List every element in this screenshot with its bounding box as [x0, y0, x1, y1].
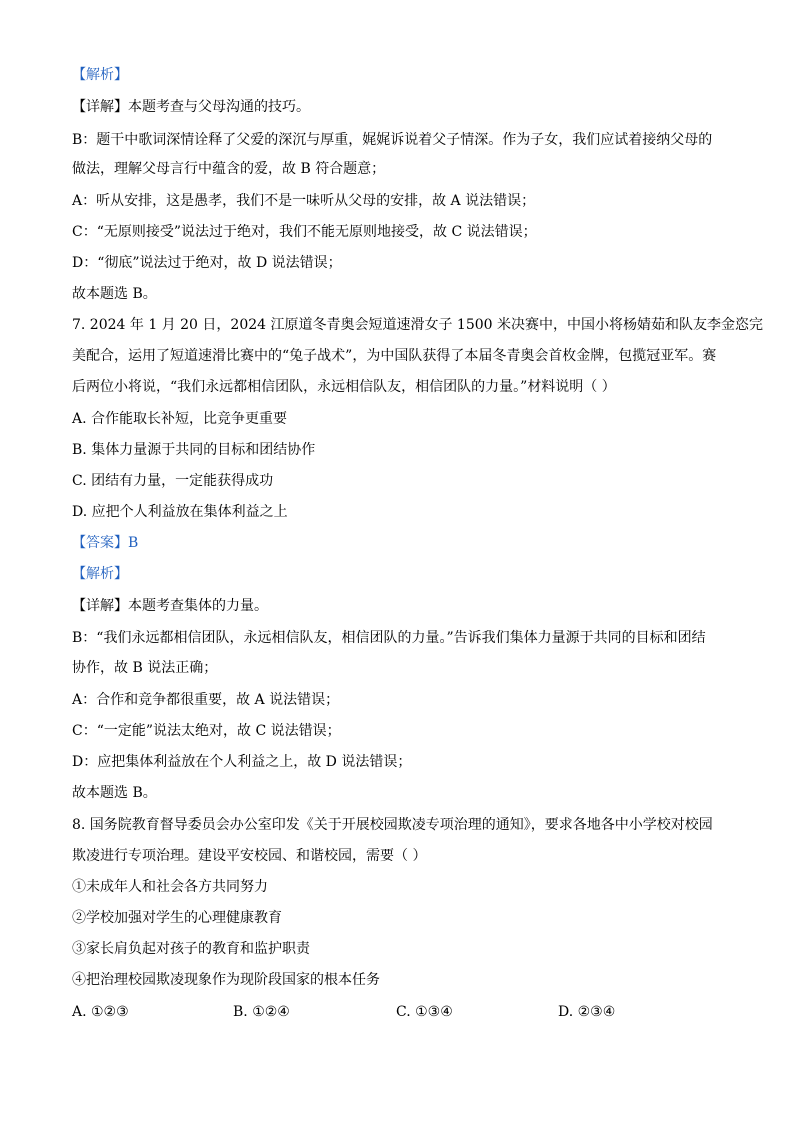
q7-option-c-explanation: C：“一定能”说法太绝对，故 C 说法错误；	[72, 723, 341, 739]
q7-option-a: A. 合作能取长补短，比竞争更重要	[72, 411, 288, 427]
q6-detail-heading: 【详解】本题考查与父母沟通的技巧。	[72, 99, 310, 115]
q7-option-b-explanation: B：“我们永远都相信团队，永远相信队友，相信团队的力量。”告诉我们集体力量源于共同的目标和团结	[72, 630, 706, 646]
q7-detail-heading: 【详解】本题考查集体的力量。	[72, 598, 268, 614]
q7-option-d: D. 应把个人利益放在集体利益之上	[72, 504, 288, 520]
q7-stem-cont-2: 后两位小将说，“我们永远都相信团队，永远相信队友，相信团队的力量。”材料说明（ ）	[72, 379, 616, 395]
q6-conclusion: 故本题选 B。	[72, 286, 157, 302]
q7-stem-cont: 美配合，运用了短道速滑比赛中的“兔子战术”，为中国队获得了本届冬青奥会首枚金牌，包揽冠亚军。赛	[72, 348, 717, 364]
q7-option-b: B. 集体力量源于共同的目标和团结协作	[72, 442, 316, 458]
q8-option-b: B. ①②④	[233, 1004, 290, 1020]
q6-option-a-explanation: A：听从安排，这是愚孝，我们不是一味听从父母的安排，故 A 说法错误；	[72, 193, 536, 209]
q7-conclusion: 故本题选 B。	[72, 785, 157, 801]
q7-answer: 【答案】B	[72, 535, 139, 551]
q6-analysis-tag: 【解析】	[72, 67, 128, 83]
q6-option-d-explanation: D：“彻底”说法过于绝对，故 D 说法错误；	[72, 255, 342, 271]
q7-stem: 7. 2024 年 1 月 20 日，2024 江原道冬青奥会短道速滑女子 1500 米决赛中，中国小将杨婧茹和队友李金恣完	[72, 317, 764, 333]
q8-statement-2: ②学校加强对学生的心理健康教育	[72, 910, 282, 926]
q8-options-row	[72, 1002, 722, 1022]
q6-option-c-explanation: C：“无原则接受”说法过于绝对，我们不能无原则地接受，故 C 说法错误；	[72, 224, 537, 240]
q6-option-b-explanation-cont: 做法，理解父母言行中蕴含的爱，故 B 符合题意；	[72, 161, 386, 177]
q8-stem: 8. 国务院教育督导委员会办公室印发《关于开展校园欺凌专项治理的通知》，要求各地各中小学校对校园	[72, 817, 713, 833]
q7-option-d-explanation: D：应把集体利益放在个人利益之上，故 D 说法错误；	[72, 754, 412, 770]
q8-option-c: C. ①③④	[396, 1004, 453, 1020]
q8-statement-3: ③家长肩负起对孩子的教育和监护职责	[72, 941, 310, 957]
q8-statement-1: ①未成年人和社会各方共同努力	[72, 879, 268, 895]
q8-statement-4: ④把治理校园欺凌现象作为现阶段国家的根本任务	[72, 972, 380, 988]
q8-stem-cont: 欺凌进行专项治理。建设平安校园、和谐校园，需要（ ）	[72, 848, 427, 864]
q6-option-b-explanation: B：题干中歌词深情诠释了父爱的深沉与厚重，娓娓诉说着父子情深。作为子女，我们应试着接纳父母的	[72, 132, 713, 148]
q8-option-d: D. ②③④	[558, 1004, 616, 1020]
q7-option-a-explanation: A：合作和竞争都很重要，故 A 说法错误；	[72, 692, 340, 708]
q7-analysis-tag: 【解析】	[72, 566, 128, 582]
q7-option-c: C. 团结有力量，一定能获得成功	[72, 473, 274, 489]
q7-option-b-explanation-cont: 协作，故 B 说法正确；	[72, 660, 218, 676]
q8-option-a: A. ①②③	[72, 1004, 129, 1020]
